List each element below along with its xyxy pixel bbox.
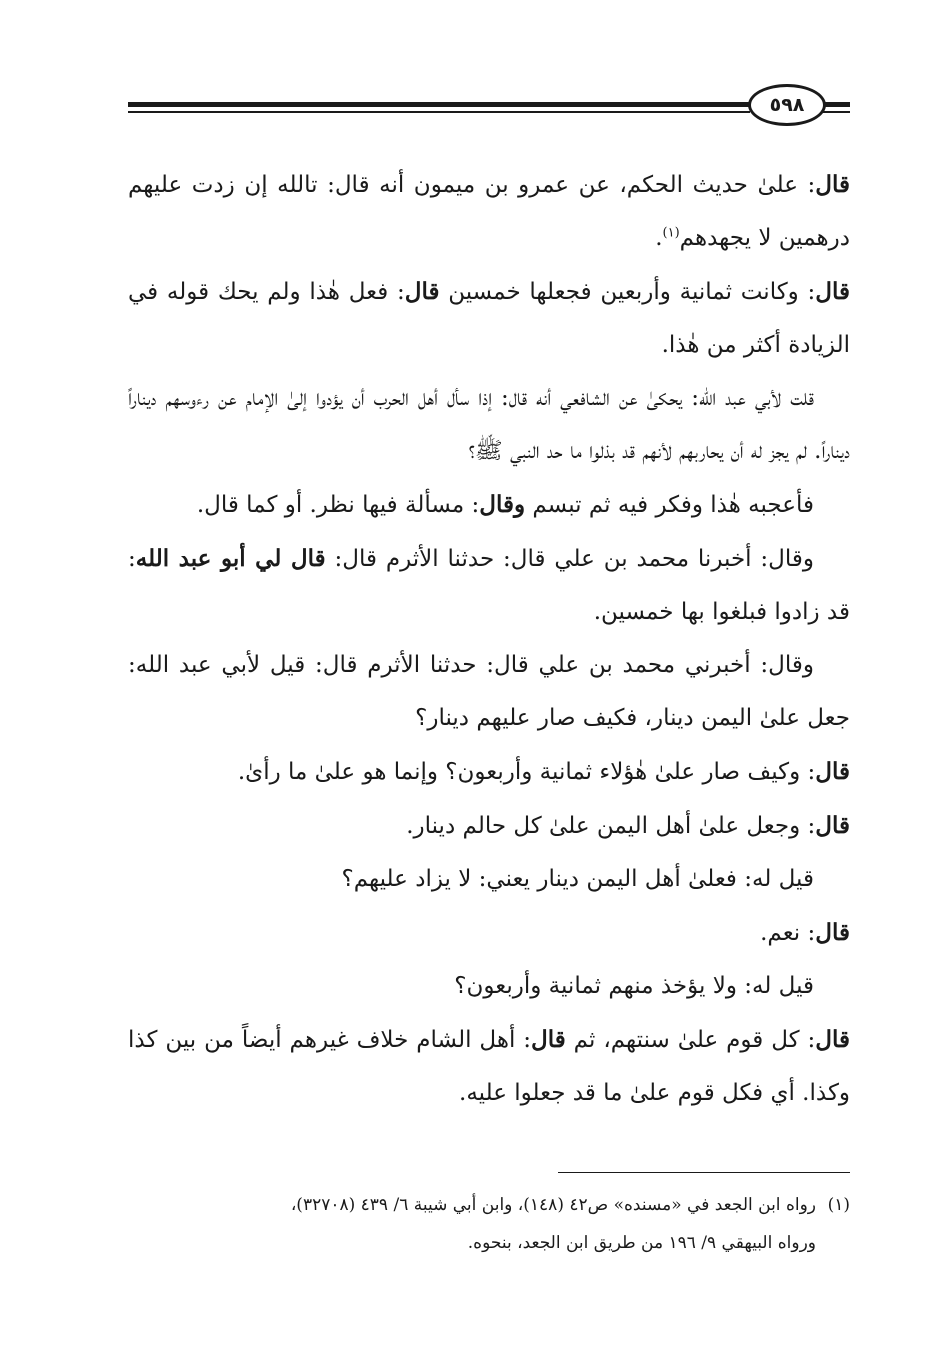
- speaker-label: قال: [531, 1026, 566, 1053]
- paragraph-text: : وكانت ثمانية وأربعين فجعلها خمسين: [439, 279, 816, 305]
- footnote-text-line1: رواه ابن الجعد في «مسنده» ص٤٢ (١٤٨)، وابن أبي شيبة ٦/ ٤٣٩ (٣٢٧٠٨)،: [290, 1195, 816, 1215]
- paragraph-text: : أهل الشام خلاف غيرهم أيضاً من بين كذا وكذا. أي فكل قوم علىٰ ما قد جعلوا عليه.: [128, 1027, 850, 1106]
- speaker-label: قال: [815, 812, 850, 839]
- paragraph-text: فأعجبه هٰذا وفكر فيه ثم تبسم: [525, 492, 814, 518]
- speaker-label: قال: [815, 278, 850, 305]
- speaker-label: قال: [815, 758, 850, 785]
- paragraph-text: .: [655, 225, 663, 251]
- body-text: [128, 158, 850, 1120]
- paragraph: [128, 372, 850, 478]
- paragraph-text: : وكيف صار علىٰ هٰؤلاء ثمانية وأربعون؟ وإنما هو علىٰ ما رأىٰ.: [237, 759, 816, 785]
- footnote-1-continued: [128, 1224, 850, 1262]
- speaker-label: قال: [815, 919, 850, 946]
- paragraph-text: : كل قوم علىٰ سنتهم، ثم: [565, 1027, 816, 1053]
- footnote-reference: (١): [662, 225, 680, 241]
- paragraph: [128, 478, 850, 532]
- paragraph-text: : قد زادوا فبلغوا بها خمسين.: [128, 546, 850, 625]
- paragraph-text: : وجعل علىٰ أهل اليمن علىٰ كل حالم دينار.: [406, 813, 816, 839]
- page-header: [128, 84, 850, 130]
- speaker-label: قال لي أبو عبد الله: [135, 545, 326, 572]
- header-rule-right-thin: [820, 111, 850, 113]
- paragraph-text: : مسألة فيها نظر. أو كما قال.: [196, 492, 480, 518]
- paragraph-text: : نعم.: [760, 920, 816, 946]
- footnote-separator: [558, 1172, 850, 1173]
- footnote-marker: (١): [827, 1195, 850, 1215]
- speaker-label: قال: [815, 1026, 850, 1053]
- footnote-text-line2: ورواه البيهقي ٩/ ١٩٦ من طريق ابن الجعد، بنحوه.: [467, 1233, 816, 1253]
- footnotes: [128, 1186, 850, 1262]
- header-rule-thin: [128, 111, 750, 113]
- paragraph: [128, 158, 850, 265]
- paragraph-text: : علىٰ حديث الحكم، عن عمرو بن ميمون أنه قال: تالله إن زدت عليهم درهمين لا يجهدهم: [128, 172, 850, 251]
- page-number: ٥٩٨: [748, 84, 826, 126]
- header-rule-thick: [128, 102, 750, 107]
- paragraph: [128, 745, 850, 799]
- paragraph-text: وقال: أخبرنا محمد بن علي قال: حدثنا الأثرم قال:: [325, 546, 814, 572]
- paragraph-text: : فعل هٰذا ولم يحك قوله في الزيادة أكثر من هٰذا.: [128, 279, 850, 358]
- paragraph: [128, 960, 850, 1013]
- paragraph: [128, 639, 850, 745]
- paragraph: [128, 1013, 850, 1120]
- paragraph: [128, 265, 850, 372]
- speaker-label: قال: [815, 171, 850, 198]
- paragraph: [128, 799, 850, 853]
- paragraph-text: قيل له: فعلىٰ أهل اليمن دينار يعني: لا يزاد عليهم؟: [341, 866, 814, 892]
- paragraph-text: قيل له: ولا يؤخذ منهم ثمانية وأربعون؟: [454, 973, 814, 999]
- speaker-label: قال: [404, 278, 440, 305]
- paragraph: [128, 532, 850, 639]
- speaker-label: وقال: [479, 491, 526, 518]
- paragraph-text: قلت لأبي عبد الله: يحكىٰ عن الشافعي أنه قال: إذا سأل أهل الحرب أن يؤدوا إلىٰ الإمام عن رءوسهم ديناراً ديناراً. لم يجز له أن يحاربهم لأنهم قد بذلوا ما حد النبي ﷺ؟: [128, 385, 850, 464]
- paragraph: [128, 853, 850, 906]
- footnote-1: [128, 1186, 850, 1224]
- paragraph: [128, 906, 850, 960]
- paragraph-text: وقال: أخبرني محمد بن علي قال: حدثنا الأثرم قال: قيل لأبي عبد الله: جعل علىٰ اليمن دينار، فكيف صار عليهم دينار؟: [128, 652, 850, 731]
